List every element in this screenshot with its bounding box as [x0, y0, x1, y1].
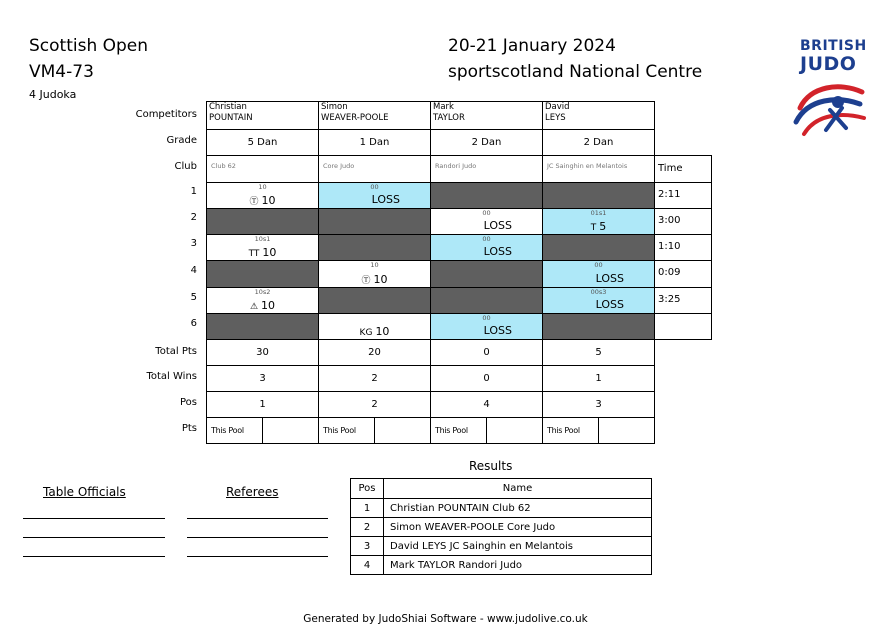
- grade-cell: [206, 129, 319, 156]
- match-time-cell: [654, 260, 712, 288]
- match-time-cell: [654, 313, 712, 340]
- official-signature-line: [23, 537, 165, 538]
- match-result-cell: [318, 234, 431, 261]
- pool-points-cell: [318, 417, 431, 444]
- loss-label: LOSS: [483, 245, 512, 258]
- competitor-first-name: Simon: [321, 102, 348, 112]
- match-time-cell: [654, 208, 712, 235]
- grade-value: 5 Dan: [247, 137, 278, 148]
- match-result-cell: [206, 260, 319, 288]
- results-name-cell: David LEYS JC Sainghin en Melantois: [383, 536, 652, 556]
- pool-points-cell: [430, 417, 543, 444]
- results-pos-cell: 4: [350, 555, 384, 575]
- score-code: 00: [482, 209, 491, 217]
- label-grade: Grade: [166, 135, 197, 146]
- match-result-cell: [318, 313, 431, 340]
- match-result-cell: [318, 208, 431, 235]
- grade-value: 1 Dan: [359, 137, 390, 148]
- judoka-count: 4 Judoka: [29, 88, 77, 101]
- match-time: 0:09: [658, 267, 681, 278]
- points-value: 10: [261, 299, 276, 312]
- total-wins-value: 3: [259, 373, 266, 384]
- grade-value: 2 Dan: [583, 137, 614, 148]
- points-value: 10: [373, 273, 388, 286]
- score-code: 00: [594, 261, 603, 269]
- club-name: Core Judo: [323, 162, 355, 170]
- total-wins-cell: [206, 365, 319, 392]
- judoka-emblem-icon: [790, 78, 870, 138]
- position-value: 3: [595, 399, 602, 410]
- time-header: Time: [658, 163, 683, 174]
- points-value: 5: [599, 220, 607, 233]
- penalty-icon: T: [590, 223, 597, 233]
- label-club: Club: [174, 161, 197, 172]
- competitor-last-name: WEAVER-POOLE: [321, 113, 389, 123]
- penalty-icon: ⚠: [249, 302, 259, 312]
- loss-label: LOSS: [483, 324, 512, 337]
- total-points-cell: [430, 339, 543, 366]
- competitor-name-cell: [318, 101, 431, 130]
- score-code: 00: [370, 183, 379, 191]
- competitor-first-name: Christian: [209, 102, 247, 112]
- loss-label: LOSS: [595, 272, 624, 285]
- club-cell: [430, 155, 543, 183]
- pool-label: This Pool: [543, 418, 599, 443]
- match-time-cell: [654, 182, 712, 209]
- total-wins-value: 0: [483, 373, 490, 384]
- match-result-cell: [430, 208, 543, 235]
- results-name-cell: Christian POUNTAIN Club 62: [383, 498, 652, 518]
- penalty-icon: Ⓣ: [249, 197, 259, 207]
- results-name-cell: Simon WEAVER-POOLE Core Judo: [383, 517, 652, 537]
- official-signature-line: [23, 518, 165, 519]
- score-code: 00: [482, 314, 491, 322]
- referees-title: Referees: [226, 485, 279, 499]
- match-result-cell: [542, 234, 655, 261]
- logo-text-british: BRITISH: [800, 38, 867, 54]
- label-total-wins: Total Wins: [146, 371, 197, 382]
- score-code: 10s2: [254, 288, 271, 296]
- label-competitors: Competitors: [135, 109, 197, 120]
- match-result-cell: [206, 287, 319, 314]
- footer-credit: Generated by JudoShiai Software - www.judolive.co.uk: [303, 613, 588, 625]
- total-wins-value: 2: [371, 373, 378, 384]
- referee-signature-line: [187, 537, 328, 538]
- pool-label: This Pool: [431, 418, 487, 443]
- score-code: 10s1: [254, 235, 271, 243]
- match-result-cell: [206, 234, 319, 261]
- club-name: Club 62: [211, 162, 236, 170]
- club-cell: [318, 155, 431, 183]
- loss-label: LOSS: [595, 298, 624, 311]
- club-name: JC Sainghin en Melantois: [547, 162, 628, 170]
- grade-cell: [318, 129, 431, 156]
- club-name: Randori Judo: [435, 162, 477, 170]
- competitor-last-name: LEYS: [545, 113, 566, 123]
- total-points-cell: [206, 339, 319, 366]
- position-cell: [430, 391, 543, 418]
- total-points-value: 20: [368, 347, 381, 358]
- total-wins-cell: [318, 365, 431, 392]
- results-title: Results: [469, 459, 513, 473]
- grade-cell: [542, 129, 655, 156]
- label-match-2: 2: [190, 212, 197, 223]
- match-result-cell: [430, 313, 543, 340]
- total-wins-value: 1: [595, 373, 602, 384]
- score-points: [543, 220, 654, 233]
- total-points-value: 5: [595, 347, 602, 358]
- position-value: 1: [259, 399, 266, 410]
- match-time-cell: [654, 287, 712, 314]
- event-title: Scottish Open: [29, 36, 149, 56]
- match-result-cell: [542, 260, 655, 288]
- match-result-cell: [542, 208, 655, 235]
- position-cell: [542, 391, 655, 418]
- competitor-name-cell: [542, 101, 655, 130]
- match-time: 1:10: [658, 241, 681, 252]
- event-date: 20-21 January 2024: [448, 36, 616, 56]
- match-result-cell: [318, 182, 431, 209]
- pool-points-cell: [206, 417, 319, 444]
- match-result-cell: [430, 182, 543, 209]
- time-header-cell: [654, 155, 712, 183]
- total-wins-cell: [430, 365, 543, 392]
- british-judo-logo: [790, 38, 880, 138]
- label-match-6: 6: [190, 318, 197, 329]
- position-value: 2: [371, 399, 378, 410]
- competitor-first-name: Mark: [433, 102, 454, 112]
- results-name-header: Name: [383, 478, 652, 499]
- penalty-icon: Ⓣ: [361, 276, 371, 286]
- results-pos-header: Pos: [350, 478, 384, 499]
- label-total-pts: Total Pts: [155, 346, 197, 357]
- total-points-value: 0: [483, 347, 490, 358]
- points-value: 10: [261, 194, 276, 207]
- logo-text-judo: JUDO: [800, 53, 857, 75]
- penalty-icon: KG: [359, 328, 373, 338]
- grade-value: 2 Dan: [471, 137, 502, 148]
- match-result-cell: [206, 182, 319, 209]
- score-points: [319, 273, 430, 286]
- match-result-cell: [542, 182, 655, 209]
- referee-signature-line: [187, 556, 328, 557]
- competitor-last-name: POUNTAIN: [209, 113, 253, 123]
- match-time: 2:11: [658, 189, 681, 200]
- event-venue: sportscotland National Centre: [448, 62, 703, 82]
- score-code: 01s1: [590, 209, 607, 217]
- score-code: 00s3: [590, 288, 607, 296]
- results-pos-cell: 3: [350, 536, 384, 556]
- match-result-cell: [206, 208, 319, 235]
- label-match-3: 3: [190, 238, 197, 249]
- label-pts: Pts: [181, 423, 197, 434]
- match-result-cell: [206, 313, 319, 340]
- score-points: [207, 246, 318, 259]
- pool-label: This Pool: [207, 418, 263, 443]
- match-result-cell: [318, 260, 431, 288]
- match-result-cell: [542, 287, 655, 314]
- loss-label: LOSS: [483, 219, 512, 232]
- match-result-cell: [430, 260, 543, 288]
- results-pos-cell: 2: [350, 517, 384, 537]
- total-points-cell: [318, 339, 431, 366]
- loss-label: LOSS: [371, 193, 400, 206]
- points-value: 10: [375, 325, 390, 338]
- position-cell: [318, 391, 431, 418]
- position-value: 4: [483, 399, 490, 410]
- match-time-cell: [654, 234, 712, 261]
- competitor-last-name: TAYLOR: [433, 113, 465, 123]
- penalty-icon: TT: [248, 249, 260, 259]
- label-match-5: 5: [190, 292, 197, 303]
- label-pos: Pos: [179, 397, 197, 408]
- match-time: 3:00: [658, 215, 681, 226]
- match-result-cell: [542, 313, 655, 340]
- competitor-first-name: David: [545, 102, 570, 112]
- referee-signature-line: [187, 518, 328, 519]
- match-result-cell: [318, 287, 431, 314]
- position-cell: [206, 391, 319, 418]
- score-points: [319, 325, 430, 338]
- grade-cell: [430, 129, 543, 156]
- match-result-cell: [430, 287, 543, 314]
- total-wins-cell: [542, 365, 655, 392]
- score-points: [207, 299, 318, 312]
- score-code: 00: [482, 235, 491, 243]
- results-pos-cell: 1: [350, 498, 384, 518]
- match-time: 3:25: [658, 294, 681, 305]
- official-signature-line: [23, 556, 165, 557]
- score-code: 10: [370, 261, 379, 269]
- results-name-cell: Mark TAYLOR Randori Judo: [383, 555, 652, 575]
- competitor-name-cell: [206, 101, 319, 130]
- label-match-4: 4: [190, 265, 197, 276]
- label-match-1: 1: [190, 186, 197, 197]
- category-title: VM4-73: [29, 62, 94, 82]
- score-code: 10: [258, 183, 267, 191]
- total-points-cell: [542, 339, 655, 366]
- points-value: 10: [262, 246, 277, 259]
- score-points: [207, 194, 318, 207]
- pool-label: This Pool: [319, 418, 375, 443]
- total-points-value: 30: [256, 347, 269, 358]
- competitor-name-cell: [430, 101, 543, 130]
- match-result-cell: [430, 234, 543, 261]
- table-officials-title: Table Officials: [43, 485, 126, 499]
- club-cell: [542, 155, 655, 183]
- pool-points-cell: [542, 417, 655, 444]
- club-cell: [206, 155, 319, 183]
